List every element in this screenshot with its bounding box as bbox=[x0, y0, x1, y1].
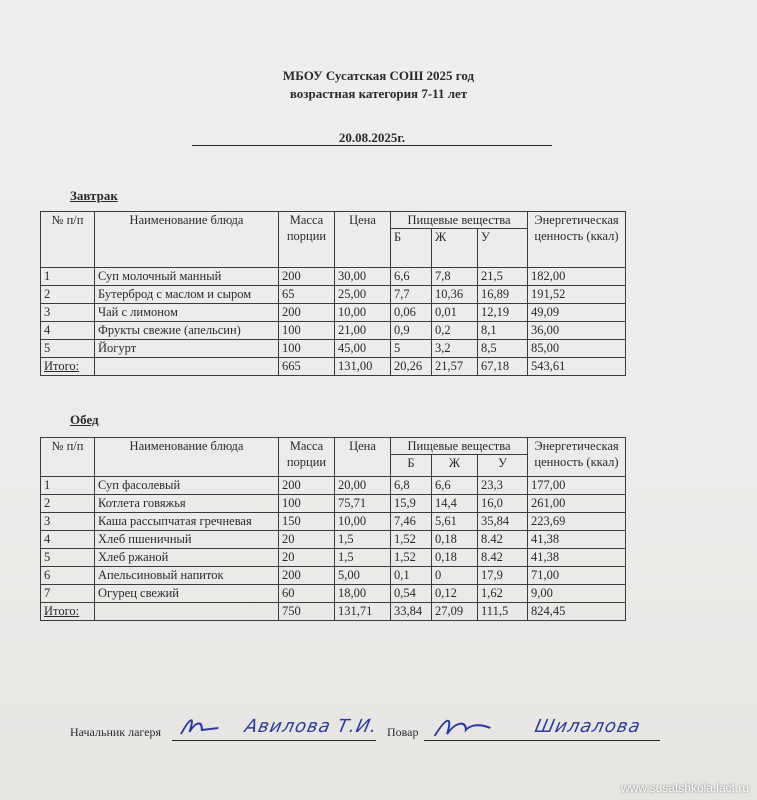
cell-b: 5 bbox=[391, 340, 432, 358]
cell-b: 6,6 bbox=[391, 268, 432, 286]
cell-kcal: 49,09 bbox=[528, 304, 626, 322]
menu-date: 20.08.2025г. bbox=[192, 130, 552, 146]
cell-price: 10,00 bbox=[335, 304, 391, 322]
col-b: Б bbox=[391, 229, 432, 268]
cell-empty bbox=[95, 603, 279, 621]
cell-kcal: 177,00 bbox=[528, 477, 626, 495]
cell-n: 4 bbox=[41, 322, 95, 340]
col-nutrients: Пищевые вещества bbox=[391, 212, 528, 229]
cell-u: 17,9 bbox=[478, 567, 528, 585]
cell-price: 18,00 bbox=[335, 585, 391, 603]
col-name: Наименование блюда bbox=[95, 212, 279, 268]
cell-u: 1,62 bbox=[478, 585, 528, 603]
table-row bbox=[41, 585, 626, 603]
cell-price: 45,00 bbox=[335, 340, 391, 358]
cell-price: 75,71 bbox=[335, 495, 391, 513]
table-row bbox=[41, 495, 626, 513]
col-u: У bbox=[478, 455, 528, 477]
total-b: 20,26 bbox=[391, 358, 432, 376]
cell-price: 25,00 bbox=[335, 286, 391, 304]
table-row bbox=[41, 268, 626, 286]
cell-n: 5 bbox=[41, 340, 95, 358]
total-zh: 27,09 bbox=[432, 603, 478, 621]
cell-mass: 200 bbox=[279, 477, 335, 495]
age-category: возрастная категория 7-11 лет bbox=[289, 86, 468, 101]
total-kcal: 543,61 bbox=[528, 358, 626, 376]
table-row bbox=[41, 340, 626, 358]
col-zh: Ж bbox=[432, 229, 478, 268]
cook-name: Шилалова bbox=[532, 716, 643, 737]
col-nutrients: Пищевые вещества bbox=[391, 438, 528, 455]
cell-name: Фрукты свежие (апельсин) bbox=[95, 322, 279, 340]
cell-b: 0,9 bbox=[391, 322, 432, 340]
cell-zh: 0,2 bbox=[432, 322, 478, 340]
cell-n: 5 bbox=[41, 549, 95, 567]
cell-empty bbox=[95, 358, 279, 376]
table-row bbox=[41, 531, 626, 549]
cell-u: 12,19 bbox=[478, 304, 528, 322]
cell-name: Каша рассыпчатая гречневая bbox=[95, 513, 279, 531]
cell-zh: 7,8 bbox=[432, 268, 478, 286]
cell-b: 7,46 bbox=[391, 513, 432, 531]
cell-price: 10,00 bbox=[335, 513, 391, 531]
cell-kcal: 261,00 bbox=[528, 495, 626, 513]
table-row bbox=[41, 477, 626, 495]
cell-kcal: 71,00 bbox=[528, 567, 626, 585]
breakfast-table bbox=[40, 211, 626, 376]
cell-kcal: 191,52 bbox=[528, 286, 626, 304]
cell-name: Суп фасолевый bbox=[95, 477, 279, 495]
cell-u: 16,89 bbox=[478, 286, 528, 304]
cell-mass: 20 bbox=[279, 549, 335, 567]
cell-mass: 60 bbox=[279, 585, 335, 603]
cell-kcal: 223,69 bbox=[528, 513, 626, 531]
cell-b: 6,8 bbox=[391, 477, 432, 495]
breakfast-heading: Завтрак bbox=[70, 188, 118, 203]
site-watermark: www.susatshkola.lact.ru bbox=[620, 781, 749, 795]
cell-zh: 3,2 bbox=[432, 340, 478, 358]
col-mass: Масса порции bbox=[279, 212, 335, 268]
cell-mass: 20 bbox=[279, 531, 335, 549]
total-b: 33,84 bbox=[391, 603, 432, 621]
cell-name: Котлета говяжья bbox=[95, 495, 279, 513]
total-u: 111,5 bbox=[478, 603, 528, 621]
cell-kcal: 41,38 bbox=[528, 549, 626, 567]
signature-scribble-icon bbox=[176, 714, 242, 740]
cell-mass: 200 bbox=[279, 268, 335, 286]
cell-zh: 0,12 bbox=[432, 585, 478, 603]
cell-zh: 10,36 bbox=[432, 286, 478, 304]
cell-n: 2 bbox=[41, 495, 95, 513]
cell-b: 0,54 bbox=[391, 585, 432, 603]
cell-mass: 200 bbox=[279, 304, 335, 322]
col-energy: Энергетическая ценность (ккал) bbox=[528, 212, 626, 268]
cell-zh: 0,18 bbox=[432, 531, 478, 549]
total-price: 131,00 bbox=[335, 358, 391, 376]
cell-n: 7 bbox=[41, 585, 95, 603]
cook-label: Повар bbox=[387, 725, 419, 739]
cell-u: 8.42 bbox=[478, 549, 528, 567]
total-mass: 750 bbox=[279, 603, 335, 621]
cell-u: 23,3 bbox=[478, 477, 528, 495]
total-row bbox=[41, 603, 626, 621]
total-zh: 21,57 bbox=[432, 358, 478, 376]
cell-mass: 100 bbox=[279, 322, 335, 340]
signature-scribble-icon bbox=[427, 712, 503, 742]
cell-zh: 5,61 bbox=[432, 513, 478, 531]
cell-name: Огурец свежий bbox=[95, 585, 279, 603]
col-u: У bbox=[478, 229, 528, 268]
cell-mass: 100 bbox=[279, 495, 335, 513]
cell-name: Хлеб пшеничный bbox=[95, 531, 279, 549]
total-kcal: 824,45 bbox=[528, 603, 626, 621]
cell-u: 8.42 bbox=[478, 531, 528, 549]
table-row bbox=[41, 549, 626, 567]
col-zh: Ж bbox=[432, 455, 478, 477]
cell-mass: 150 bbox=[279, 513, 335, 531]
cell-kcal: 36,00 bbox=[528, 322, 626, 340]
cell-name: Суп молочный манный bbox=[95, 268, 279, 286]
cell-zh: 0,18 bbox=[432, 549, 478, 567]
cell-u: 8,1 bbox=[478, 322, 528, 340]
cell-kcal: 182,00 bbox=[528, 268, 626, 286]
cell-b: 1,52 bbox=[391, 531, 432, 549]
cell-b: 0,1 bbox=[391, 567, 432, 585]
cell-u: 8,5 bbox=[478, 340, 528, 358]
cook-signature bbox=[426, 712, 503, 747]
cell-n: 3 bbox=[41, 513, 95, 531]
cell-b: 15,9 bbox=[391, 495, 432, 513]
col-b: Б bbox=[391, 455, 432, 477]
col-energy: Энергетическая ценность (ккал) bbox=[528, 438, 626, 477]
table-row bbox=[41, 567, 626, 585]
cell-u: 16,0 bbox=[478, 495, 528, 513]
lunch-table bbox=[40, 437, 626, 621]
cell-kcal: 85,00 bbox=[528, 340, 626, 358]
cell-u: 35,84 bbox=[478, 513, 528, 531]
cell-b: 1,52 bbox=[391, 549, 432, 567]
col-price: Цена bbox=[335, 438, 391, 477]
cell-u: 21,5 bbox=[478, 268, 528, 286]
cell-kcal: 41,38 bbox=[528, 531, 626, 549]
total-mass: 665 bbox=[279, 358, 335, 376]
cell-n: 6 bbox=[41, 567, 95, 585]
cell-zh: 0,01 bbox=[432, 304, 478, 322]
cell-mass: 200 bbox=[279, 567, 335, 585]
cell-zh: 6,6 bbox=[432, 477, 478, 495]
camp-head-name: Авилова Т.И. bbox=[242, 716, 380, 737]
col-num: № п/п bbox=[41, 212, 95, 268]
cell-mass: 65 bbox=[279, 286, 335, 304]
total-label: Итого: bbox=[41, 358, 95, 376]
col-name: Наименование блюда bbox=[95, 438, 279, 477]
cell-n: 3 bbox=[41, 304, 95, 322]
cell-b: 0,06 bbox=[391, 304, 432, 322]
cell-n: 1 bbox=[41, 477, 95, 495]
cell-price: 1,5 bbox=[335, 531, 391, 549]
camp-head-label: Начальник лагеря bbox=[70, 725, 162, 739]
total-label: Итого: bbox=[41, 603, 95, 621]
cell-name: Чай с лимоном bbox=[95, 304, 279, 322]
total-u: 67,18 bbox=[478, 358, 528, 376]
cell-kcal: 9,00 bbox=[528, 585, 626, 603]
cell-price: 5,00 bbox=[335, 567, 391, 585]
cell-name: Апельсиновый напиток bbox=[95, 567, 279, 585]
col-price: Цена bbox=[335, 212, 391, 268]
total-row bbox=[41, 358, 626, 376]
table-row bbox=[41, 286, 626, 304]
school-title: МБОУ Сусатская СОШ 2025 год bbox=[282, 68, 475, 83]
total-price: 131,71 bbox=[335, 603, 391, 621]
cell-name: Йогурт bbox=[95, 340, 279, 358]
cell-n: 1 bbox=[41, 268, 95, 286]
cell-zh: 14,4 bbox=[432, 495, 478, 513]
col-num: № п/п bbox=[41, 438, 95, 477]
cell-b: 7,7 bbox=[391, 286, 432, 304]
cell-n: 2 bbox=[41, 286, 95, 304]
col-mass: Масса порции bbox=[279, 438, 335, 477]
cell-price: 20,00 bbox=[335, 477, 391, 495]
cell-mass: 100 bbox=[279, 340, 335, 358]
camp-head-signature bbox=[175, 714, 242, 745]
cell-name: Бутерброд с маслом и сыром bbox=[95, 286, 279, 304]
cell-name: Хлеб ржаной bbox=[95, 549, 279, 567]
cell-price: 30,00 bbox=[335, 268, 391, 286]
cell-zh: 0 bbox=[432, 567, 478, 585]
cell-price: 21,00 bbox=[335, 322, 391, 340]
cell-price: 1,5 bbox=[335, 549, 391, 567]
cell-n: 4 bbox=[41, 531, 95, 549]
lunch-heading: Обед bbox=[70, 412, 99, 427]
table-row bbox=[41, 513, 626, 531]
table-row bbox=[41, 322, 626, 340]
table-row bbox=[41, 304, 626, 322]
